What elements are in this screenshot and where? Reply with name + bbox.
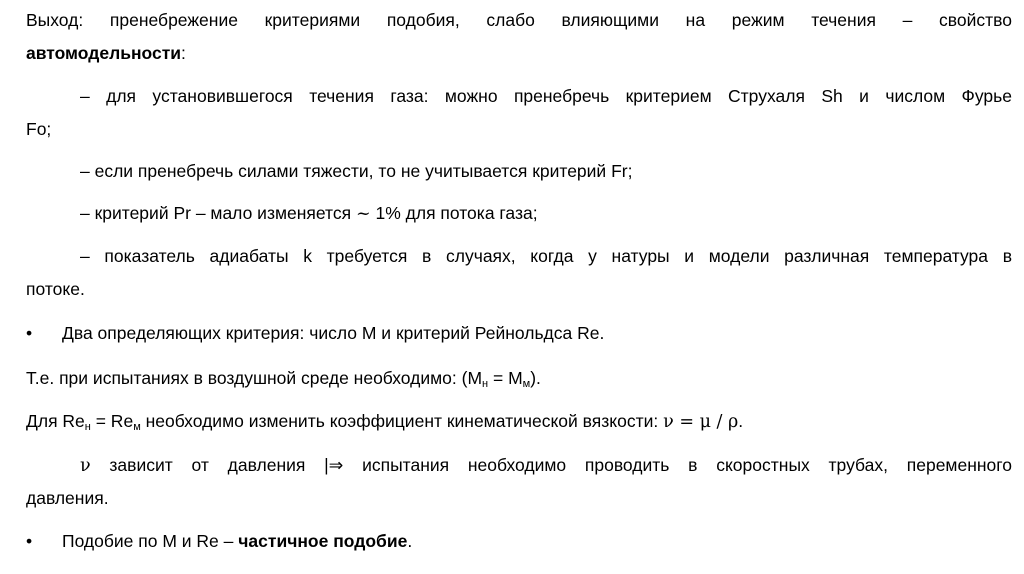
item-steady-flow [26, 79, 1012, 113]
item-steady-flow-end [26, 112, 1012, 146]
text-line: – критерий Pr – мало изменяется [80, 203, 356, 223]
bullet-marker: • [26, 323, 33, 343]
nu-symbol: ν [80, 456, 91, 476]
subscript: м [522, 378, 531, 390]
approx-symbol: ~ [355, 204, 371, 224]
text-line: : [181, 43, 186, 63]
paragraph-pressure-end [26, 481, 1012, 515]
text-line: . [738, 411, 744, 431]
item-gravity [26, 154, 1012, 188]
paragraph-pressure [26, 448, 1012, 483]
paragraph-air-testing [26, 361, 1012, 395]
paragraph-reynolds [26, 404, 1012, 439]
text-line: Два определяющих критерия: число М и критерий Рейнольдса Re. [62, 323, 605, 343]
bold-term: автомодельности [26, 43, 182, 63]
text-line: – если пренебречь силами тяжести, то не учитывается критерий Fr; [80, 161, 633, 181]
text-line: . [407, 531, 413, 551]
paragraph-conclusion-end [26, 36, 1012, 70]
subscript: м [133, 421, 141, 433]
text-line: – показатель адиабаты k требуется в случаях, когда у натуры и модели различная температура в [80, 246, 1012, 266]
item-adiabatic [26, 239, 1012, 273]
text-line: Т.е. при испытаниях в воздушной среде необходимо: (М [26, 368, 483, 388]
text-line: потоке. [26, 279, 85, 299]
bullet-marker: • [26, 531, 33, 551]
text-line: ). [530, 368, 541, 388]
text-line: = М [488, 368, 523, 388]
text-line: Для Re [26, 411, 85, 431]
item-adiabatic-end [26, 272, 1012, 306]
text-line: – для установившегося течения газа: можно пренебречь критерием Струхаля Sh и числом Фурье [80, 86, 1012, 106]
text-line: давления. [26, 488, 109, 508]
text-line: Fo; [26, 119, 52, 139]
bold-term: частичное подобие [238, 531, 408, 551]
text-line: необходимо изменить коэффициент кинематической вязкости: [140, 411, 664, 431]
item-prandtl [26, 196, 1012, 231]
text-line: зависит от давления |⇒ испытания необходимо проводить в скоростных трубах, переменного [90, 455, 1012, 475]
subscript: н [482, 378, 489, 390]
text-line: Подобие по М и Re – [62, 531, 239, 551]
text-line: = Re [90, 411, 134, 431]
text-line: 1% для потока газа; [370, 203, 538, 223]
text-line: Выход: пренебрежение критериями подобия, слабо влияющими на режим течения – свойство [26, 10, 1012, 30]
viscosity-formula: ν = μ / ρ [663, 412, 739, 432]
paragraph-conclusion [26, 3, 1012, 37]
subscript: н [84, 421, 91, 433]
